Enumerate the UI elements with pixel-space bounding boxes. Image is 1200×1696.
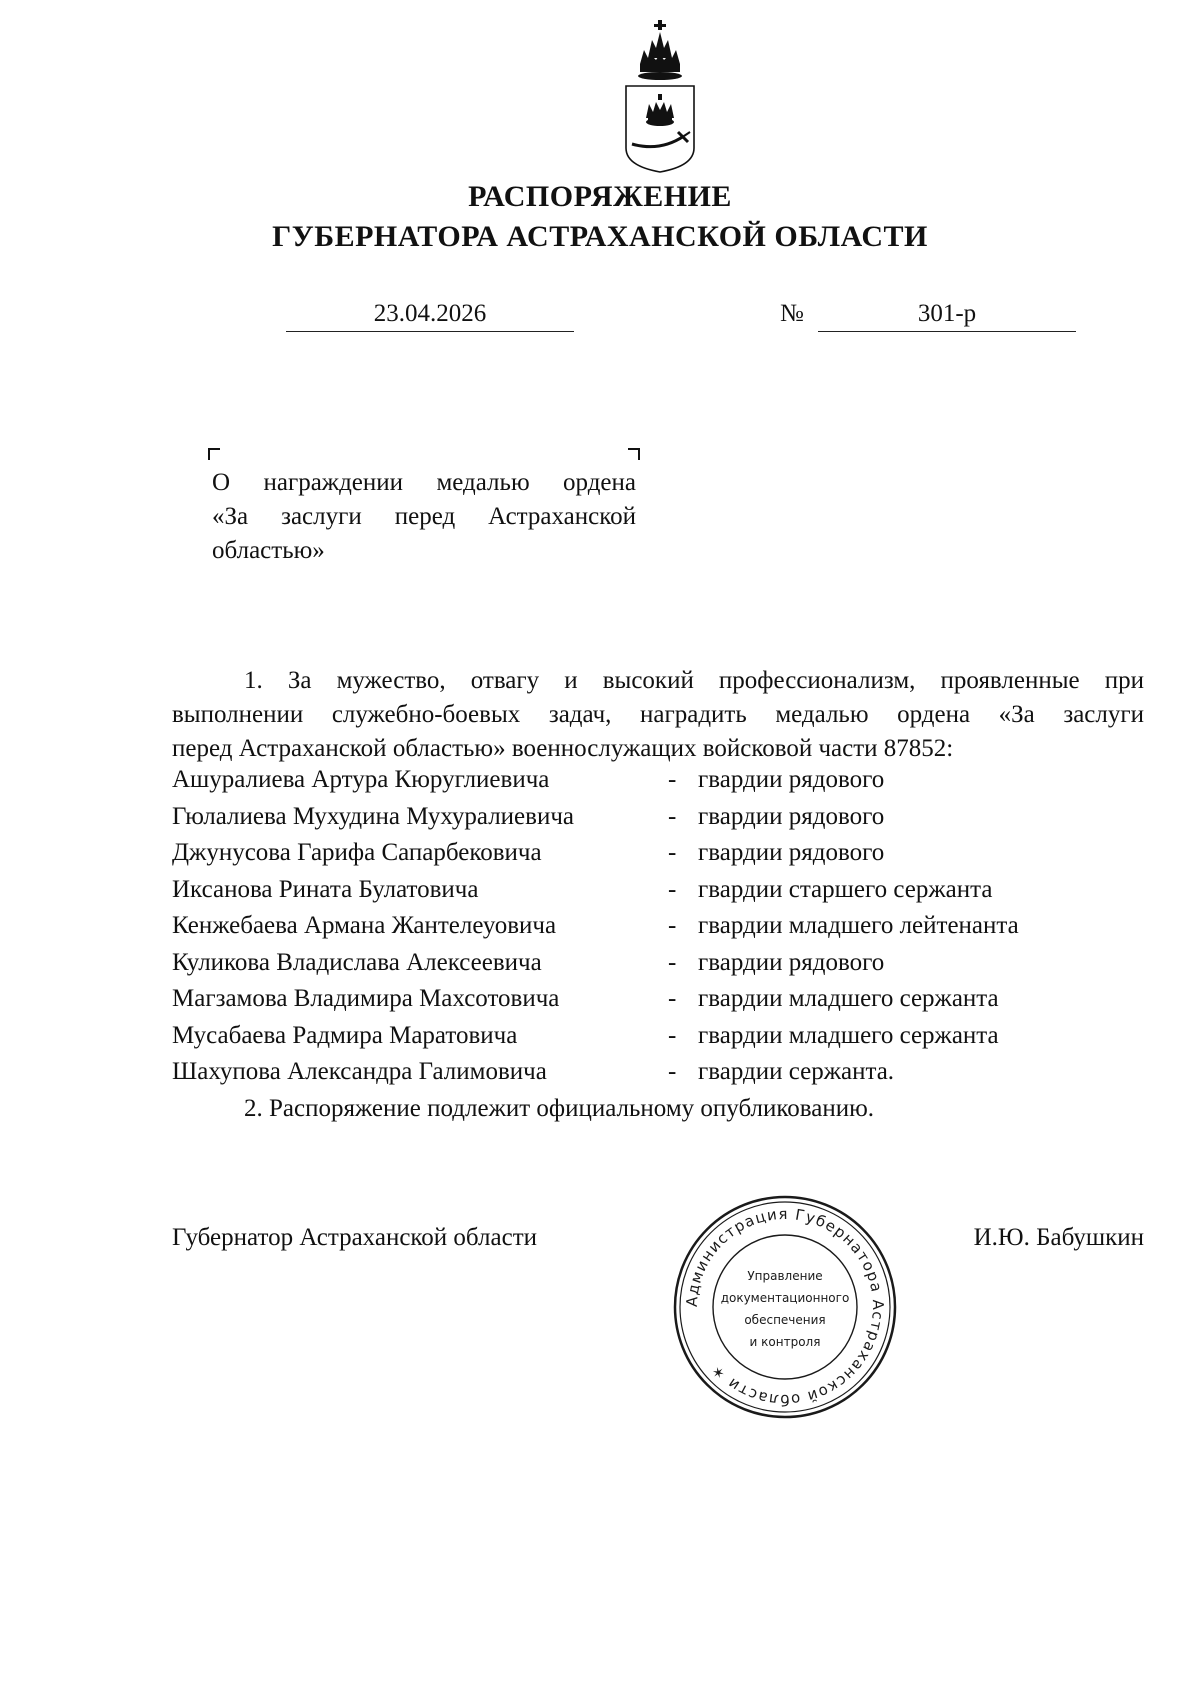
awardee-rank: гвардии рядового bbox=[698, 802, 885, 830]
awardee-name: Шахупова Александра Галимовича bbox=[172, 1058, 547, 1085]
official-stamp bbox=[672, 1194, 898, 1420]
document-type-title: РАСПОРЯЖЕНИЕ bbox=[468, 180, 732, 213]
awardee-rank: гвардии рядового bbox=[698, 839, 885, 866]
awardee-rank: гвардии младшего сержанта bbox=[698, 1021, 999, 1049]
subject-line: областью» bbox=[212, 537, 325, 564]
paragraph-1 bbox=[172, 664, 1144, 766]
list-dash: - bbox=[668, 766, 677, 793]
paragraph-line: перед Астраханской областью» военнослужащих войсковой части 87852: bbox=[172, 735, 954, 762]
awardee-name: Джунусова Гарифа Сапарбековича bbox=[172, 839, 542, 866]
stamp-center-line: обеспечения bbox=[744, 1313, 826, 1327]
stamp-ring-path-text: Администрация Губернатора Астраханской области ✶ bbox=[682, 1204, 888, 1410]
paragraph-line: 1. За мужество, отвагу и высокий профессионализм, проявленные при bbox=[244, 667, 1144, 694]
list-item bbox=[172, 1018, 1144, 1055]
list-dash: - bbox=[668, 985, 677, 1012]
awardee-name: Ашуралиева Артура Кюруглиевича bbox=[172, 766, 550, 793]
subject-line: «За заслуги перед Астраханской bbox=[212, 503, 636, 530]
signatory-name: И.Ю. Бабушкин bbox=[973, 1224, 1144, 1251]
stamp-center-line: Управление bbox=[747, 1269, 823, 1283]
stamp-center-line: и контроля bbox=[749, 1335, 821, 1349]
list-dash: - bbox=[668, 802, 677, 830]
number-sign: № bbox=[780, 300, 804, 327]
list-dash: - bbox=[668, 948, 677, 976]
awardee-rank: гвардии старшего сержанта bbox=[698, 875, 993, 903]
awardee-name: Магзамова Владимира Махсотовича bbox=[172, 985, 560, 1012]
subject-corner-left bbox=[208, 448, 220, 460]
list-item bbox=[172, 945, 1144, 982]
signatory-position: Губернатор Астраханской области bbox=[172, 1224, 538, 1251]
awardee-rank: гвардии рядового bbox=[698, 766, 885, 793]
awardee-name: Мусабаева Радмира Маратовича bbox=[172, 1021, 518, 1049]
list-dash: - bbox=[668, 1021, 677, 1049]
paragraph-line: выполнении служебно-боевых задач, наградить медалью ордена «За заслуги bbox=[172, 701, 1144, 728]
list-item bbox=[172, 981, 1144, 1018]
awardee-rank: гвардии рядового bbox=[698, 948, 885, 976]
awardee-name: Кенжебаева Армана Жантелеуовича bbox=[172, 912, 557, 939]
subject-block bbox=[212, 466, 636, 568]
list-dash: - bbox=[668, 912, 677, 939]
list-item bbox=[172, 908, 1144, 945]
list-item bbox=[172, 835, 1144, 872]
list-dash: - bbox=[668, 1058, 677, 1085]
awardee-rank: гвардии сержанта. bbox=[698, 1058, 895, 1085]
list-dash: - bbox=[668, 839, 677, 866]
issuer-title: ГУБЕРНАТОРА АСТРАХАНСКОЙ ОБЛАСТИ bbox=[272, 220, 928, 253]
awardee-rank: гвардии младшего лейтенанта bbox=[698, 912, 1019, 939]
document-number: 301-р bbox=[818, 300, 1076, 332]
awardee-name: Иксанова Рината Булатовича bbox=[172, 875, 479, 903]
awardee-name: Куликова Владислава Алексеевича bbox=[172, 948, 542, 976]
subject-corner-right bbox=[628, 448, 640, 460]
list-dash: - bbox=[668, 875, 677, 903]
awardees-list bbox=[172, 762, 1144, 1091]
list-item bbox=[172, 1054, 1144, 1091]
list-item bbox=[172, 799, 1144, 836]
document-date: 23.04.2026 bbox=[286, 300, 574, 332]
list-item bbox=[172, 872, 1144, 909]
paragraph-2: 2. Распоряжение подлежит официальному опубликованию. bbox=[244, 1095, 875, 1122]
awardee-name: Гюлалиева Мухудина Мухуралиевича bbox=[172, 802, 575, 830]
stamp-center-line: документационного bbox=[720, 1291, 850, 1305]
awardee-rank: гвардии младшего сержанта bbox=[698, 985, 999, 1012]
coat-of-arms-icon bbox=[618, 18, 702, 174]
subject-line: О награждении медалью ордена bbox=[212, 469, 636, 496]
list-item bbox=[172, 762, 1144, 799]
